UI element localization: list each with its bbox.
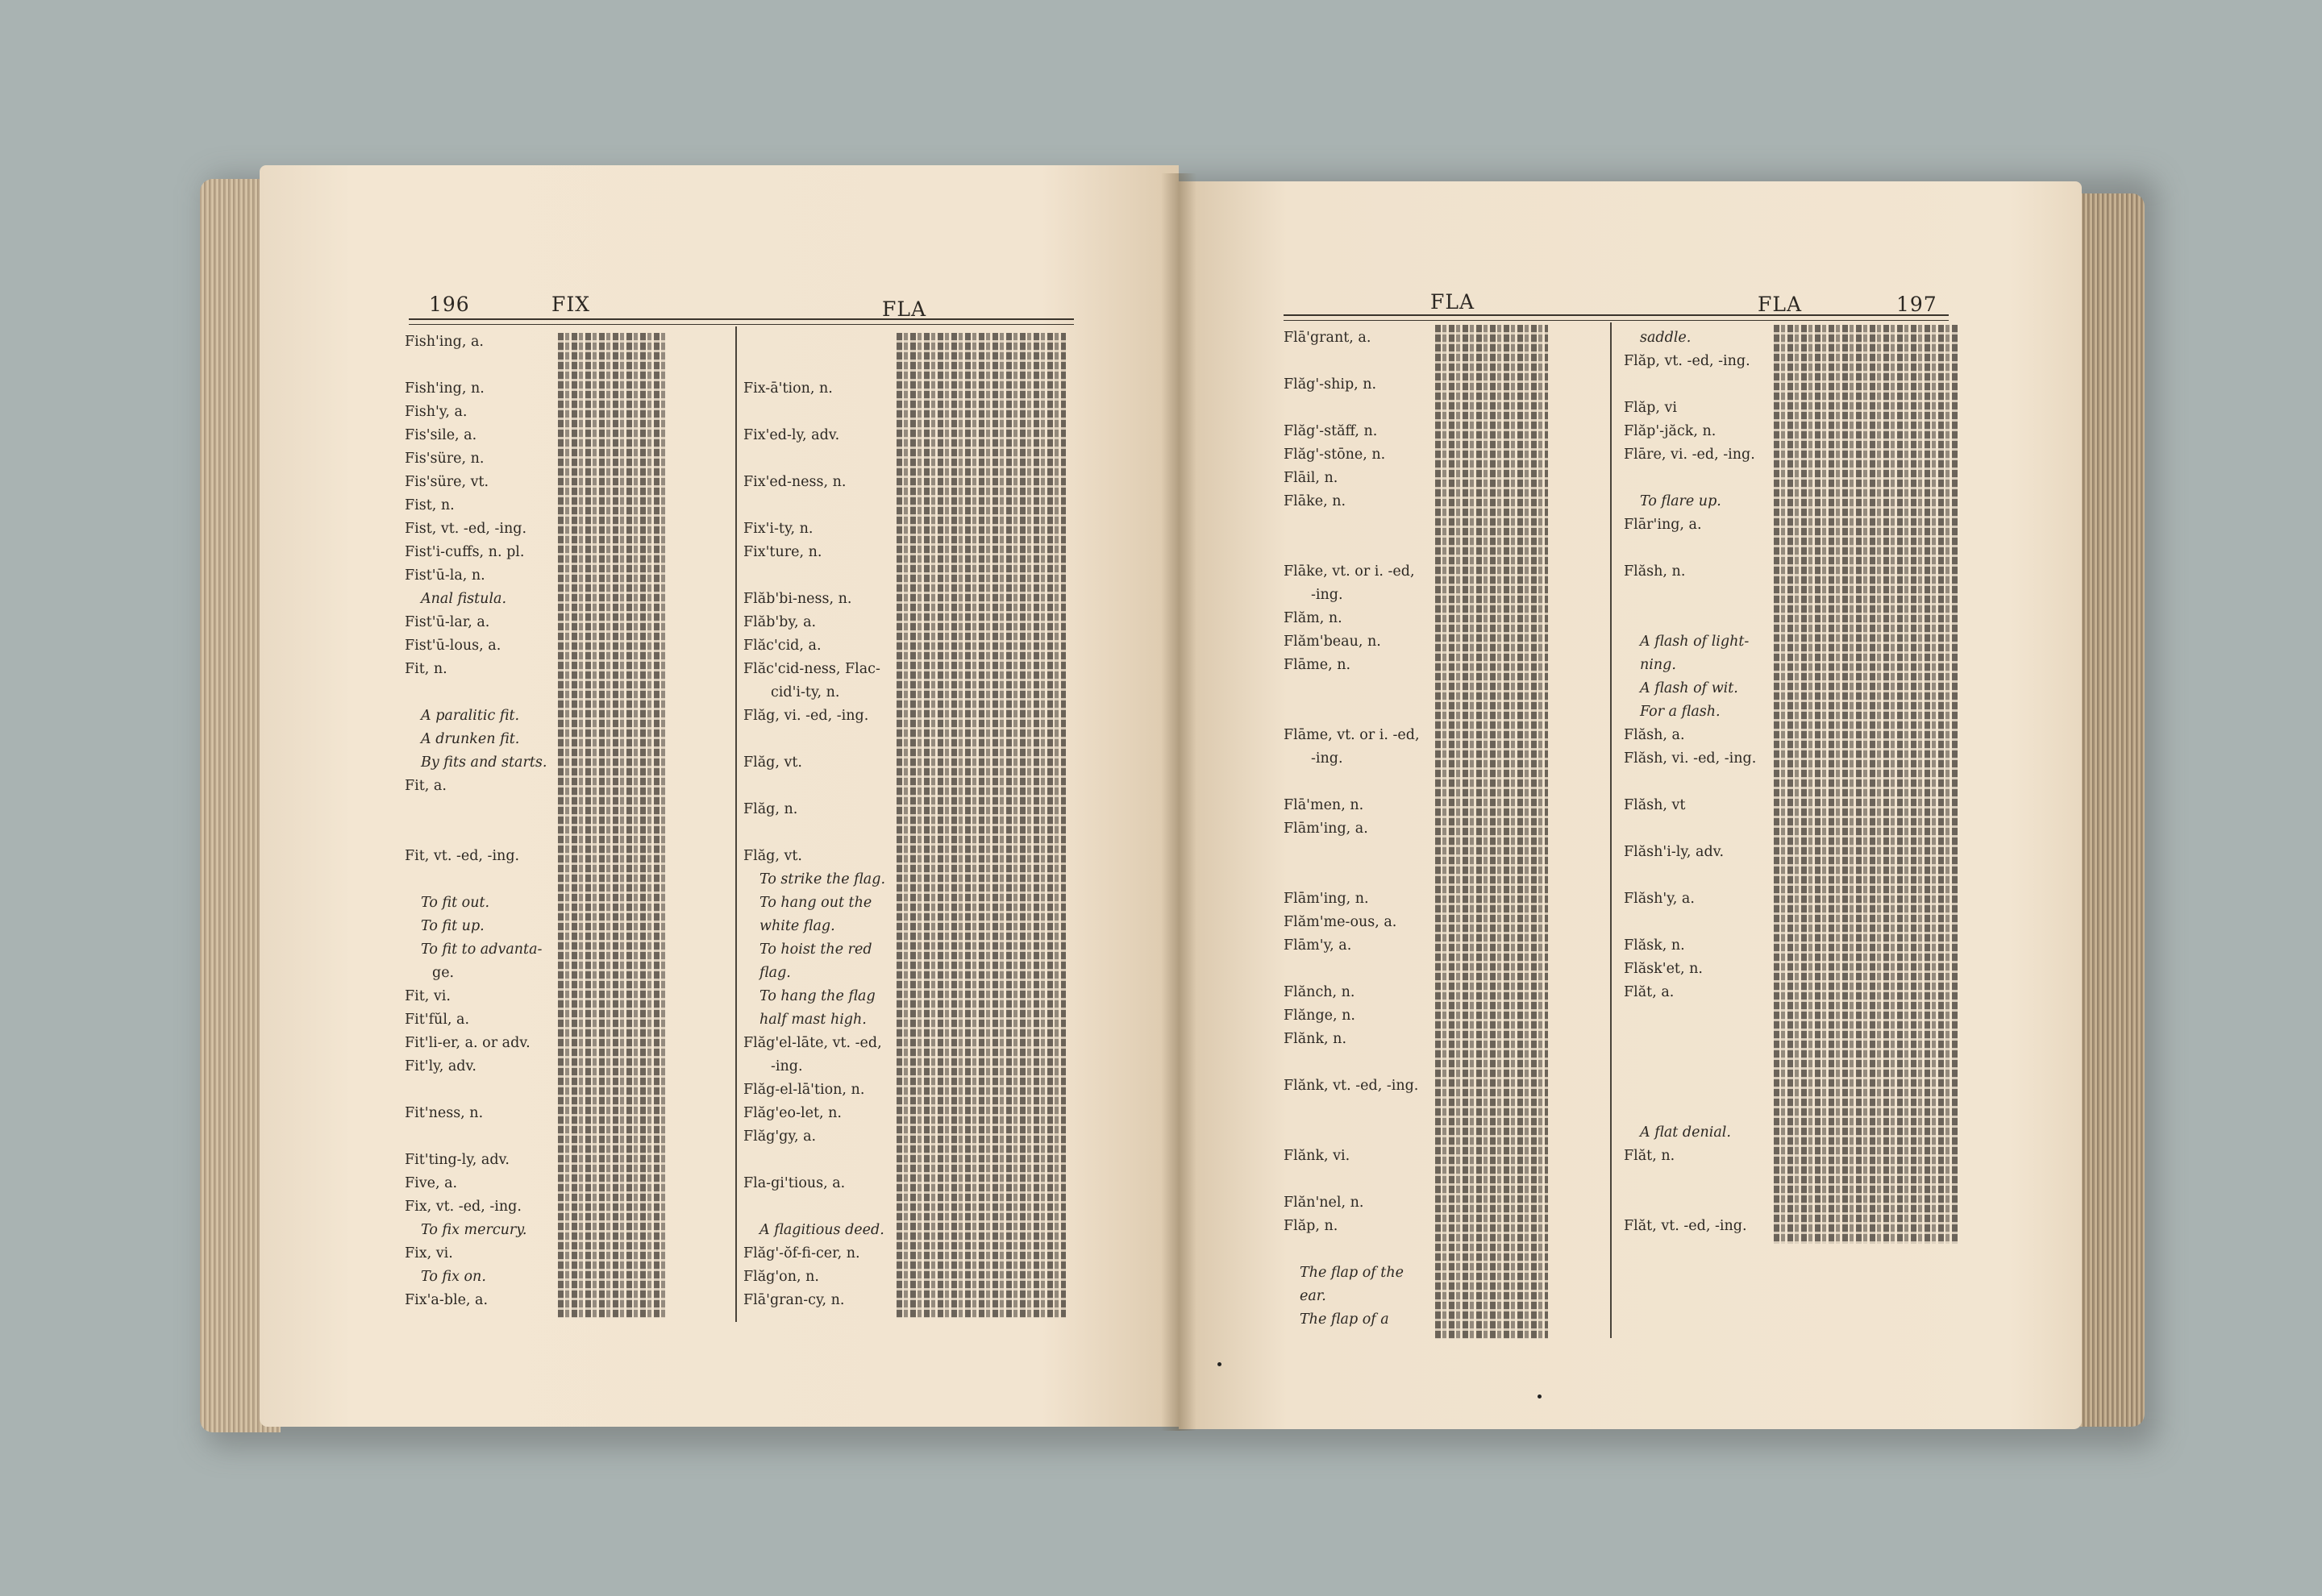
dictionary-entry: flag. (759, 965, 791, 981)
dictionary-entry: Flāme, n. (1284, 657, 1351, 673)
dictionary-entry: Fis'süre, n. (405, 451, 485, 467)
dictionary-entry: Flăg, vt. (743, 754, 802, 771)
dictionary-entry: Flām'y, a. (1284, 937, 1352, 954)
dictionary-entry: Fix, vt. -ed, -ing. (405, 1199, 522, 1215)
dictionary-entry: Flăg'on, n. (743, 1269, 819, 1285)
ink-speck (1217, 1362, 1221, 1366)
dictionary-entry: Fis'sile, a. (405, 427, 477, 443)
dictionary-entry: A drunken fit. (421, 731, 520, 747)
dictionary-entry: Flăp, vi (1624, 400, 1677, 416)
dictionary-entry: Fit'fŭl, a. (405, 1012, 470, 1028)
dictionary-entry: Fix'a-ble, a. (405, 1292, 489, 1308)
dictionary-entry: Flā'men, n. (1284, 797, 1364, 813)
dictionary-entry: To fix on. (421, 1269, 486, 1285)
dictionary-entry: Flăsh, vi. -ed, -ing. (1624, 750, 1757, 767)
dictionary-entry: Flănk, vi. (1284, 1148, 1350, 1164)
dictionary-entry: The flap of the (1300, 1265, 1404, 1281)
dictionary-entry: Flăg-el-lā'tion, n. (743, 1082, 865, 1098)
dictionary-entry: Flăg, n. (743, 801, 798, 817)
dictionary-entry: -ing. (1311, 587, 1343, 603)
dictionary-entry: Flăsk, n. (1624, 937, 1685, 954)
dictionary-entry: Flăg'-ship, n. (1284, 376, 1377, 393)
dictionary-entry: A flagitious deed. (759, 1222, 884, 1238)
dictionary-entry: Flăg, vt. (743, 848, 802, 864)
dictionary-entry: Fist'i-cuffs, n. pl. (405, 544, 525, 560)
dictionary-entry: Flām'ing, n. (1284, 891, 1369, 907)
dictionary-entry: Fish'ing, n. (405, 380, 485, 397)
dictionary-entry: ear. (1300, 1288, 1326, 1304)
dictionary-entry: Fla-gi'tious, a. (743, 1175, 846, 1191)
dictionary-entry: Flăb'bi-ness, n. (743, 591, 852, 607)
dictionary-entry: Flăc'cid-ness, Flac- (743, 661, 880, 677)
ink-speck (1538, 1394, 1542, 1399)
dictionary-entry: Flăg'el-lāte, vt. -ed, (743, 1035, 882, 1051)
dictionary-entry: Flāke, n. (1284, 493, 1346, 509)
dictionary-entry: Flāme, vt. or i. -ed, (1284, 727, 1420, 743)
dictionary-entry: Flăsh'i-ly, adv. (1624, 844, 1725, 860)
dictionary-entry: Flām'ing, a. (1284, 821, 1368, 837)
dictionary-entry: Flăg'-stōne, n. (1284, 447, 1386, 463)
dictionary-entry: Fix'ed-ly, adv. (743, 427, 840, 443)
column-divider-right (1610, 322, 1612, 1338)
dictionary-entry: Fix-ā'tion, n. (743, 380, 833, 397)
dictionary-entry: saddle. (1640, 330, 1692, 346)
dictionary-entry: Fit, vi. (405, 988, 451, 1004)
running-head-right-2: FLA (1758, 293, 1803, 316)
dictionary-entry: Flăm'beau, n. (1284, 634, 1381, 650)
dictionary-entry: Fist, vt. -ed, -ing. (405, 521, 527, 537)
dictionary-entry: Fit, vt. -ed, -ing. (405, 848, 520, 864)
dictionary-entry: -ing. (771, 1058, 803, 1074)
dictionary-entry: To fit to advanta- (421, 941, 543, 958)
dictionary-entry: Flănk, n. (1284, 1031, 1347, 1047)
dictionary-entry: Flăg, vi. -ed, -ing. (743, 708, 869, 724)
dictionary-entry: Flăt, n. (1624, 1148, 1675, 1164)
dictionary-entry: Flăp, vt. -ed, -ing. (1624, 353, 1750, 369)
dictionary-entry: Flā'gran-cy, n. (743, 1292, 845, 1308)
dictionary-entry: white flag. (759, 918, 835, 934)
japanese-glosses-left-2 (897, 333, 1066, 1318)
header-rule-left (409, 318, 1074, 325)
running-head-left-2: FLA (882, 297, 927, 321)
dictionary-entry: Flăg'gy, a. (743, 1128, 817, 1145)
dictionary-entry: Anal fistula. (421, 591, 507, 607)
header-rule-right (1284, 314, 1949, 321)
dictionary-entry: ge. (432, 965, 455, 981)
page-number-left: 196 (429, 293, 470, 316)
right-page (1179, 181, 2082, 1429)
dictionary-entry: ning. (1640, 657, 1676, 673)
dictionary-entry: Flăp'-jăck, n. (1624, 423, 1717, 439)
dictionary-entry: Five, a. (405, 1175, 458, 1191)
dictionary-entry: Fish'ing, a. (405, 334, 484, 350)
running-head-right-1: FLA (1430, 290, 1475, 314)
dictionary-entry: Fix'i-ty, n. (743, 521, 814, 537)
page-number-right: 197 (1896, 293, 1937, 316)
japanese-glosses-right-1 (1435, 325, 1548, 1339)
dictionary-entry: Flăsh, n. (1624, 563, 1686, 580)
dictionary-entry: To strike the flag. (759, 871, 886, 887)
dictionary-entry: Fit'li-er, a. or adv. (405, 1035, 531, 1051)
dictionary-entry: To fit out. (421, 895, 490, 911)
dictionary-entry: Flăg'-stăff, n. (1284, 423, 1378, 439)
dictionary-entry: For a flash. (1640, 704, 1721, 720)
dictionary-entry: Fit'ting-ly, adv. (405, 1152, 510, 1168)
japanese-glosses-left-1 (558, 333, 667, 1318)
dictionary-entry: Flāke, vt. or i. -ed, (1284, 563, 1415, 580)
dictionary-entry: Fist, n. (405, 497, 455, 513)
dictionary-entry: Fit'ly, adv. (405, 1058, 476, 1074)
dictionary-entry: Fit'ness, n. (405, 1105, 484, 1121)
left-page (260, 165, 1179, 1427)
dictionary-entry: Fis'süre, vt. (405, 474, 489, 490)
dictionary-entry: A flash of wit. (1640, 680, 1738, 696)
dictionary-entry: Flănk, vt. -ed, -ing. (1284, 1078, 1419, 1094)
dictionary-entry: Flā'grant, a. (1284, 330, 1371, 346)
dictionary-entry: Flăt, a. (1624, 984, 1675, 1000)
dictionary-entry: Flăsh, a. (1624, 727, 1685, 743)
dictionary-entry: Flăm, n. (1284, 610, 1342, 626)
dictionary-entry: Fix, vi. (405, 1245, 453, 1261)
dictionary-entry: Flănch, n. (1284, 984, 1355, 1000)
dictionary-entry: half mast high. (759, 1012, 867, 1028)
dictionary-entry: To hang out the (759, 895, 872, 911)
dictionary-entry: Flănge, n. (1284, 1008, 1355, 1024)
dictionary-entry: To hoist the red (759, 941, 872, 958)
dictionary-entry: Flāil, n. (1284, 470, 1338, 486)
dictionary-entry: To fix mercury. (421, 1222, 527, 1238)
dictionary-entry: Fist'ū-lous, a. (405, 638, 501, 654)
dictionary-entry: Flăn'nel, n. (1284, 1195, 1364, 1211)
dictionary-entry: Fix'ed-ness, n. (743, 474, 847, 490)
dictionary-entry: A paralitic fit. (421, 708, 520, 724)
dictionary-entry: -ing. (1311, 750, 1343, 767)
dictionary-entry: Fit, a. (405, 778, 447, 794)
dictionary-entry: A flat denial. (1640, 1124, 1731, 1141)
dictionary-entry: The flap of a (1300, 1311, 1389, 1328)
dictionary-entry: Fix'ture, n. (743, 544, 822, 560)
dictionary-entry: Fit, n. (405, 661, 447, 677)
dictionary-entry: A flash of light- (1640, 634, 1750, 650)
dictionary-entry: Flăc'cid, a. (743, 638, 822, 654)
dictionary-entry: Flăb'by, a. (743, 614, 817, 630)
dictionary-entry: Flăg'eo-let, n. (743, 1105, 842, 1121)
dictionary-entry: Flāre, vi. -ed, -ing. (1624, 447, 1755, 463)
dictionary-entry: Flăp, n. (1284, 1218, 1338, 1234)
dictionary-entry: Flăsh'y, a. (1624, 891, 1695, 907)
dictionary-entry: To flare up. (1640, 493, 1721, 509)
dictionary-entry: To fit up. (421, 918, 485, 934)
dictionary-entry: Fist'ū-lar, a. (405, 614, 490, 630)
dictionary-entry: Fish'y, a. (405, 404, 468, 420)
dictionary-entry: Flăt, vt. -ed, -ing. (1624, 1218, 1747, 1234)
dictionary-entry: Flăg'-ŏf-fi-cer, n. (743, 1245, 860, 1261)
japanese-glosses-right-2 (1774, 325, 1959, 1244)
column-divider-left (735, 326, 737, 1322)
dictionary-entry: cid'i-ty, n. (771, 684, 840, 700)
dictionary-entry: Flār'ing, a. (1624, 517, 1702, 533)
dictionary-entry: To hang the flag (759, 988, 876, 1004)
dictionary-entry: Fist'ū-la, n. (405, 567, 485, 584)
dictionary-entry: Flăsh, vt (1624, 797, 1686, 813)
dictionary-entry: Flăsk'et, n. (1624, 961, 1703, 977)
dictionary-entry: By fits and starts. (421, 754, 547, 771)
running-head-left-1: FIX (551, 293, 591, 316)
dictionary-entry: Flăm'me-ous, a. (1284, 914, 1397, 930)
book-gutter (1161, 173, 1196, 1431)
